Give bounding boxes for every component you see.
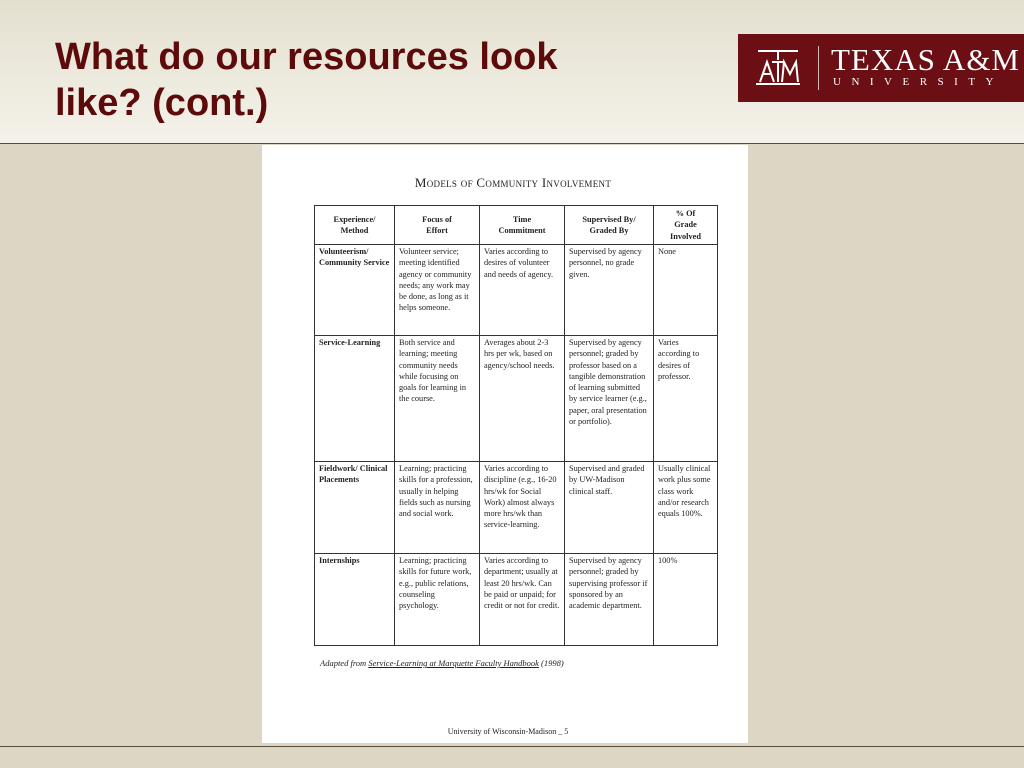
table-cell-supervision: Supervised and graded by UW-Madison clinical staff.: [565, 462, 654, 554]
slide-title-line-1: What do our resources look: [55, 36, 558, 78]
table-cell-time: Varies according to desires of volunteer and needs of agency.: [480, 245, 565, 336]
table-row: [315, 336, 718, 462]
table-cell-supervision: Supervised by agency personnel, no grade given.: [565, 245, 654, 336]
slide-title: [55, 34, 558, 126]
table-cell-method: Volunteerism/ Community Service: [315, 245, 395, 336]
table-cell-grade: Usually clinical work plus some class work and/or research equals 100%.: [654, 462, 718, 554]
logo-subtitle: UNIVERSITY: [833, 76, 1004, 88]
table-row: [315, 554, 718, 646]
table-cell-method: Service-Learning: [315, 336, 395, 462]
header-percent-grade: % Of Grade Involved: [654, 206, 718, 245]
table-cell-focus: Volunteer service; meeting identified agency or community needs; any work may be done, as long as it helps someone.: [395, 245, 480, 336]
table-cell-focus: Both service and learning; meeting community needs while focusing on goals for learning in the course.: [395, 336, 480, 462]
table-cell-grade: Varies according to desires of professor.: [654, 336, 718, 462]
document-title: Models of Community Involvement: [414, 175, 612, 190]
table-cell-grade: None: [654, 245, 718, 336]
table-cell-supervision: Supervised by agency personnel; graded by supervising professor if sponsored by an academic department.: [565, 554, 654, 646]
atm-monogram-icon: [752, 46, 804, 88]
header-focus-of-effort: Focus of Effort: [395, 206, 480, 245]
table-cell-time: Varies according to department; usually at least 20 hrs/wk. Can be paid or unpaid; for credit or not for credit.: [480, 554, 565, 646]
table-cell-supervision: Supervised by agency personnel; graded by professor based on a tangible demonstration of learning submitted by service learner (e.g., paper, oral presentation or portfolio).: [565, 336, 654, 462]
table-cell-time: Averages about 2-3 hrs per wk, based on agency/school needs.: [480, 336, 565, 462]
table-cell-time: Varies according to discipline (e.g., 16-20 hrs/wk for Social Work) almost always more hrs/wk than service-learning.: [480, 462, 565, 554]
table-cell-focus: Learning; practicing skills for future work, e.g., public relations, counseling psychology.: [395, 554, 480, 646]
table-cell-method: Internships: [315, 554, 395, 646]
header-experience-method: Experience/ Method: [315, 206, 395, 245]
table-row: [315, 462, 718, 554]
header-time-commitment: Time Commitment: [480, 206, 565, 245]
community-involvement-table: [314, 205, 718, 646]
table-cell-grade: 100%: [654, 554, 718, 646]
document-footer: University of Wisconsin-Madison _ 5: [447, 727, 569, 736]
table-cell-focus: Learning; practicing skills for a profession, usually in helping fields such as nursing and social work.: [395, 462, 480, 554]
caption-source: Service-Learning at Marquette Faculty Handbook: [368, 658, 539, 668]
logo-divider: [818, 46, 819, 90]
caption-year: (1998): [541, 658, 564, 668]
caption-prefix: Adapted from: [320, 658, 367, 668]
logo-name: TEXAS A&M: [831, 42, 1020, 77]
document-image: [262, 145, 748, 743]
header-supervised-graded-by: Supervised By/ Graded By: [565, 206, 654, 245]
table-header-row: [315, 206, 718, 245]
table-row: [315, 245, 718, 336]
footer-divider: [0, 746, 1024, 747]
slide-title-line-2: like? (cont.): [55, 82, 269, 124]
texas-am-logo: [738, 34, 1024, 102]
source-caption: [320, 658, 564, 668]
header-divider: [0, 143, 1024, 144]
table-cell-method: Fieldwork/ Clinical Placements: [315, 462, 395, 554]
